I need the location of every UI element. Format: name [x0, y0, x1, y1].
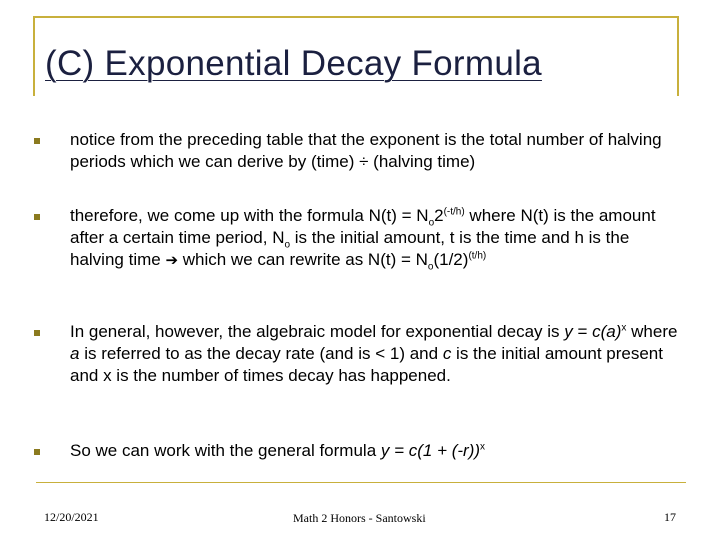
- exponent: x: [621, 322, 627, 334]
- text: (1/2): [433, 250, 469, 269]
- bullet-item-4: [70, 440, 682, 462]
- var-c: c: [442, 344, 452, 363]
- text: =: [572, 322, 593, 341]
- square-bullet-icon: [34, 214, 40, 220]
- square-bullet-icon: [34, 330, 40, 336]
- square-bullet-icon: [34, 449, 40, 455]
- var-y: y: [564, 322, 573, 341]
- var-a: a: [70, 344, 80, 363]
- frame-right-line: [677, 16, 679, 96]
- text: which we can rewrite as N(t) = N: [178, 250, 428, 269]
- footer-divider: [36, 482, 686, 483]
- bullet-item-1: notice from the preceding table that the exponent is the total number of halving periods which we can derive by (time) ÷ (halving time): [70, 130, 662, 171]
- general-formula: y = c(1 + (-r)): [380, 441, 481, 460]
- subscript: o: [428, 217, 435, 229]
- subscript: o: [427, 261, 434, 273]
- footer-date: 12/20/2021: [44, 510, 99, 524]
- exponent: (t/h): [468, 250, 487, 262]
- model-expression: c(a): [592, 322, 622, 341]
- text: 2: [434, 206, 444, 225]
- text: is the initial amount present and x is the number of times decay has happened.: [70, 344, 663, 385]
- text: So we can work with the general formula: [70, 441, 381, 460]
- footer-page-number: 17: [664, 510, 676, 524]
- square-bullet-icon: [34, 138, 40, 144]
- footer-course: Math 2 Honors - Santowski: [293, 511, 426, 525]
- bullet-item-3: [70, 321, 682, 387]
- bullet-item-2: [70, 205, 682, 272]
- text: where: [626, 322, 678, 341]
- text: In general, however, the algebraic model for exponential decay is: [70, 322, 565, 341]
- frame-top-line: [33, 16, 679, 18]
- slide-title: (C) Exponential Decay Formula: [45, 44, 542, 83]
- text: is the initial amount, t is the time and h is the halving time: [70, 228, 630, 269]
- frame-left-line: [33, 16, 35, 96]
- subscript: o: [284, 239, 291, 251]
- arrow-right-icon: ➔: [165, 252, 179, 269]
- exponent: (-t/h): [443, 206, 465, 218]
- exponent: x: [480, 441, 486, 453]
- text: therefore, we come up with the formula N(t) = N: [70, 206, 429, 225]
- text: is referred to as the decay rate (and is < 1) and: [79, 344, 443, 363]
- text: where N(t) is the amount after a certain time period, N: [70, 206, 656, 247]
